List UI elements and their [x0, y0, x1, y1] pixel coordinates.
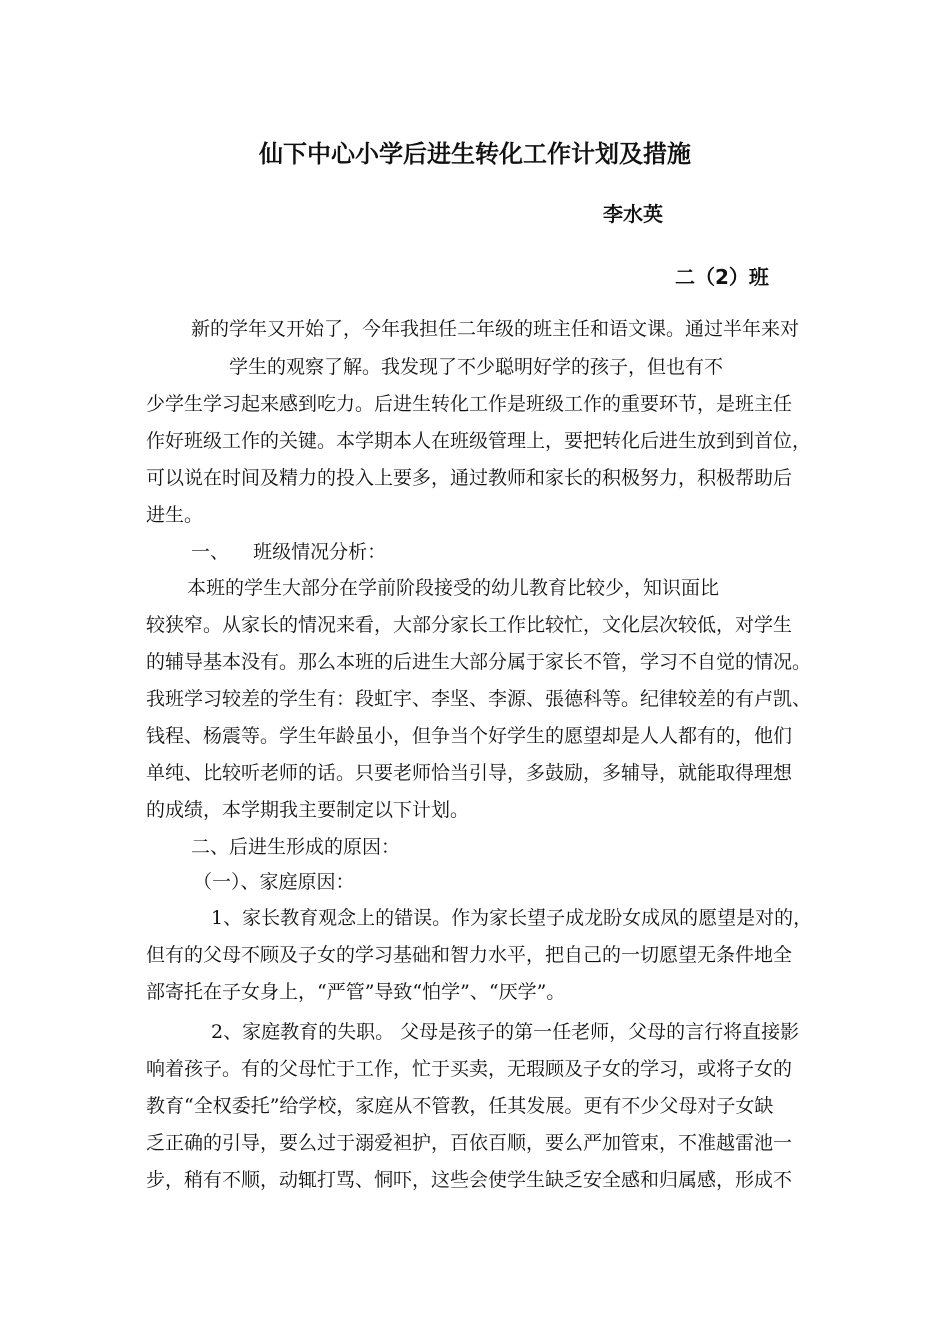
paragraph-line: 乏正确的引导，要么过于溺爱袒护，百依百顺，要么严加管束，不准越雷池一 [146, 1132, 793, 1154]
author-name: 李水英 [603, 202, 663, 226]
class-name: 二（2）班 [675, 265, 769, 289]
document-title: 仙下中心小学后进生转化工作计划及措施 [259, 140, 691, 168]
paragraph-line: 本班的学生大部分在学前阶段接受的幼儿教育比较少，知识面比 [187, 577, 720, 599]
paragraph-line: 学生的观察了解。我发现了不少聪明好学的孩子，但也有不 [229, 356, 724, 378]
paragraph-line: 我班学习较差的学生有：段虹宇、李坚、李源、張德科等。纪律较差的有卢凯、 [146, 688, 812, 710]
paragraph-line: 2、家庭教育的失职。 父母是孩子的第一任老师，父母的言行将直接影 [211, 1021, 800, 1043]
paragraph-line: 步，稍有不顺，动辄打骂、恫吓，这些会使学生缺乏安全感和归属感，形成不 [146, 1169, 793, 1191]
paragraph-line: 作好班级工作的关键。本学期本人在班级管理上，要把转化后进生放到到首位， [146, 430, 812, 452]
subsection-heading: （一）、家庭原因： [193, 871, 355, 893]
paragraph-line: 部寄托在子女身上，“严管”导致“怕学”、“厌学”。 [146, 981, 566, 1003]
paragraph-line: 的辅导基本没有。那么本班的后进生大部分属于家长不管，学习不自觉的情况。 [146, 651, 812, 673]
section-heading: 二、后进生形成的原因： [191, 836, 401, 858]
paragraph-line: 进生。 [146, 504, 204, 526]
paragraph-line: 教育“全权委托”给学校，家庭从不管教，任其发展。更有不少父母对子女缺 [146, 1095, 774, 1117]
paragraph-line: 但有的父母不顾及子女的学习基础和智力水平，把自己的一切愿望无条件地全 [146, 944, 793, 966]
paragraph-line: 1、家长教育观念上的错误。作为家长望子成龙盼女成凤的愿望是对的， [211, 907, 813, 929]
paragraph-line: 响着孩子。有的父母忙于工作，忙于买卖，无瑕顾及子女的学习，或将子女的 [146, 1058, 793, 1080]
paragraph-line: 新的学年又开始了，今年我担任二年级的班主任和语文课。通过半年来对 [191, 318, 800, 340]
paragraph-line: 可以说在时间及精力的投入上要多，通过教师和家长的积极努力，积极帮助后 [146, 467, 793, 489]
paragraph-line: 钱程、杨震等。学生年龄虽小，但争当个好学生的愿望却是人人都有的，他们 [146, 725, 793, 747]
section-heading: 一、 班级情况分析： [191, 541, 387, 563]
paragraph-line: 单纯、比较听老师的话。只要老师恰当引导，多鼓励，多辅导，就能取得理想 [146, 762, 793, 784]
paragraph-line: 少学生学习起来感到吃力。后进生转化工作是班级工作的重要环节，是班主任 [146, 393, 793, 415]
paragraph-line: 较狭窄。从家长的情况来看，大部分家长工作比较忙，文化层次较低，对学生 [146, 614, 793, 636]
paragraph-line: 的成绩，本学期我主要制定以下计划。 [146, 799, 470, 821]
